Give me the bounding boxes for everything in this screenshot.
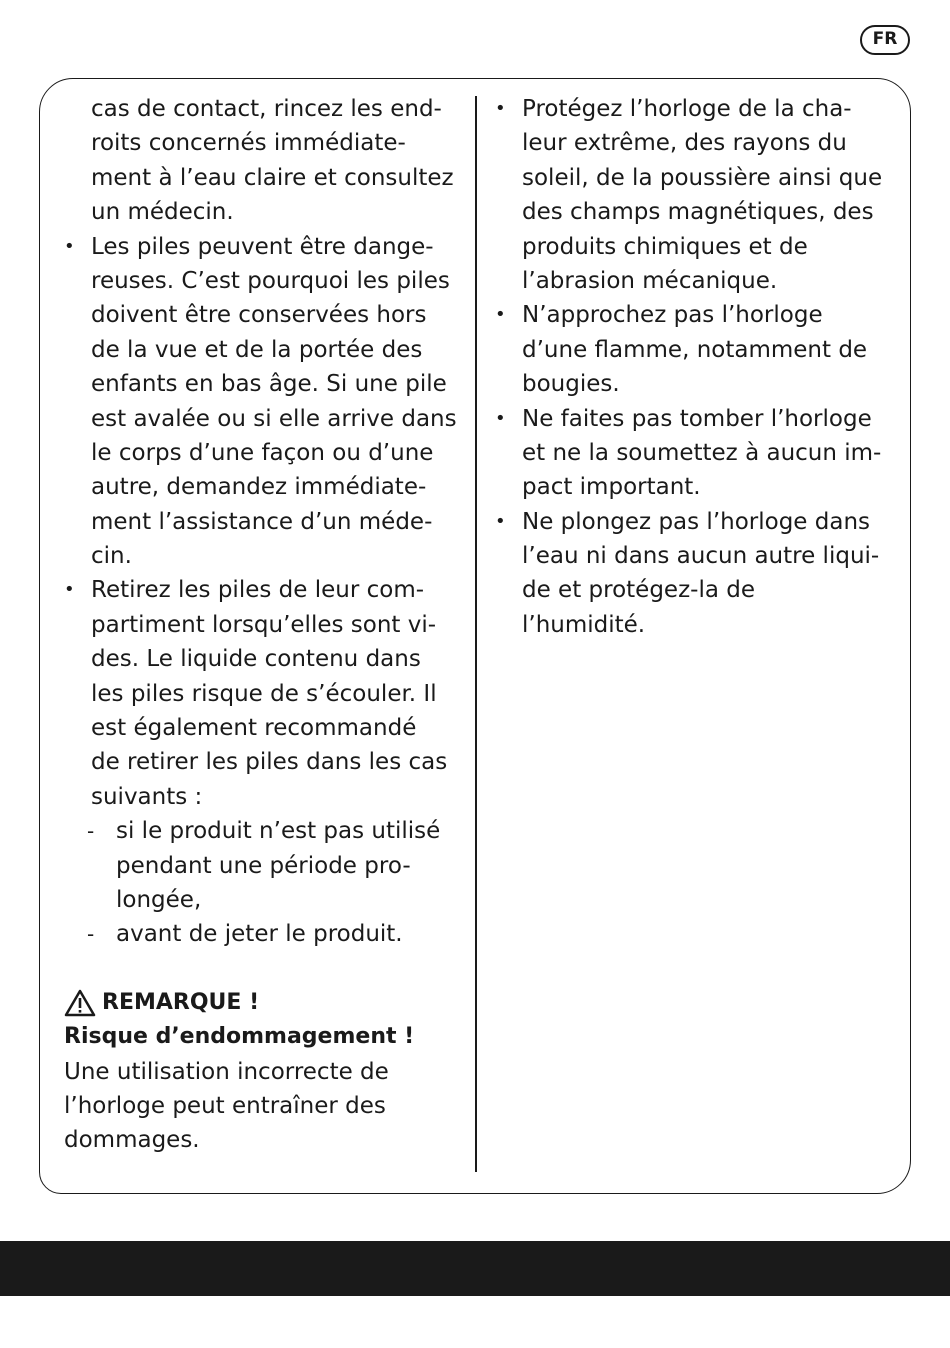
text-line: de retirer les piles dans les cas — [91, 749, 448, 776]
text-line: longée, — [116, 886, 202, 913]
notice-heading — [64, 986, 464, 1020]
notice-heading-text: REMARQUE ! — [102, 989, 260, 1015]
text-line: de et protégez-la de — [522, 577, 755, 604]
text-line: des. Le liquide contenu dans — [91, 646, 421, 673]
bullet-marker: • — [64, 579, 75, 601]
text-line: de la vue et de la portée des — [91, 336, 423, 363]
text-line: et ne la soumettez à aucun im- — [522, 439, 882, 466]
warning-triangle-icon — [64, 989, 96, 1017]
sub-item — [64, 814, 464, 917]
notice-subheading: Risque d’endommagement ! — [64, 1024, 415, 1050]
continuation-paragraph — [64, 92, 464, 230]
bullet-item — [495, 298, 895, 401]
text-line: produits chimiques et de — [522, 233, 808, 260]
footer-bar — [0, 1241, 950, 1296]
text-line: - si le produit n’est pas utilisé — [64, 814, 464, 848]
bullet-marker: • — [495, 98, 506, 119]
text-line: • Retirez les piles de leur com- — [64, 573, 464, 607]
text-line: cas de contact, rincez les end- — [91, 96, 442, 122]
language-badge: FR — [860, 25, 910, 55]
text-line: des champs magnétiques, des — [522, 199, 874, 226]
text-line: l’horloge peut entraîner des — [64, 1092, 386, 1119]
text-line: leur extrême, des rayons du — [522, 130, 847, 157]
text-line: est également recommandé — [91, 715, 417, 742]
sub-item — [64, 917, 464, 951]
text-line: doivent être conservées hors — [91, 302, 427, 329]
bullet-item — [64, 573, 464, 814]
bullet-marker: • — [64, 235, 75, 257]
text-line: - avant de jeter le produit. — [64, 917, 464, 951]
text-line: suivants : — [91, 783, 203, 810]
notice-box — [64, 986, 464, 1158]
text-line: roits concernés immédiate- — [91, 130, 406, 157]
text-line: cin. — [91, 543, 132, 570]
right-column — [495, 92, 895, 642]
text-line: est avalée ou si elle arrive dans — [91, 405, 457, 432]
text-line: partiment lorsqu’elles sont vi- — [91, 611, 437, 638]
text-line: pendant une période pro- — [116, 852, 411, 879]
text-line: ment à l’eau claire et consultez — [91, 164, 454, 191]
text-line: dommages. — [64, 1127, 200, 1154]
dash-marker: - — [87, 819, 95, 844]
text-line: soleil, de la poussière ainsi que — [522, 164, 883, 191]
text-line: le corps d’une façon ou d’une — [91, 439, 434, 466]
text-line: • N’approchez pas l’horloge — [495, 298, 895, 332]
text-line: l’abrasion mécanique. — [522, 267, 778, 294]
text-line: enfants en bas âge. Si une pile — [91, 371, 447, 398]
bullet-item — [64, 230, 464, 574]
text-line: un médecin. — [91, 199, 234, 226]
left-column — [64, 92, 464, 1158]
text-line: autre, demandez immédiate- — [91, 474, 427, 501]
bullet-marker: • — [495, 304, 506, 326]
bullet-item — [495, 402, 895, 505]
bullet-marker: • — [495, 510, 506, 532]
text-line: ment l’assistance d’un méde- — [91, 508, 433, 535]
text-line: reuses. C’est pourquoi les piles — [91, 267, 450, 294]
text-line: les piles risque de s’écouler. Il — [91, 680, 437, 707]
dash-marker: - — [87, 922, 95, 947]
text-line: • Protégez l’horloge de la cha- — [495, 92, 895, 126]
text-line: bougies. — [522, 371, 620, 398]
column-divider — [475, 96, 477, 1172]
bullet-item — [495, 505, 895, 643]
text-line: d’une flamme, notamment de — [522, 336, 868, 363]
text-line: • Ne plongez pas l’horloge dans — [495, 505, 895, 539]
bullet-marker: • — [495, 407, 506, 429]
text-line: • Les piles peuvent être dange- — [64, 230, 464, 264]
text-line: pact important. — [522, 474, 701, 501]
text-line: Une utilisation incorrecte de — [64, 1058, 389, 1085]
text-line: • Ne faites pas tomber l’horloge — [495, 402, 895, 436]
text-line: l’eau ni dans aucun autre liqui- — [522, 543, 880, 570]
text-line: l’humidité. — [522, 611, 646, 638]
bullet-item — [495, 92, 895, 298]
